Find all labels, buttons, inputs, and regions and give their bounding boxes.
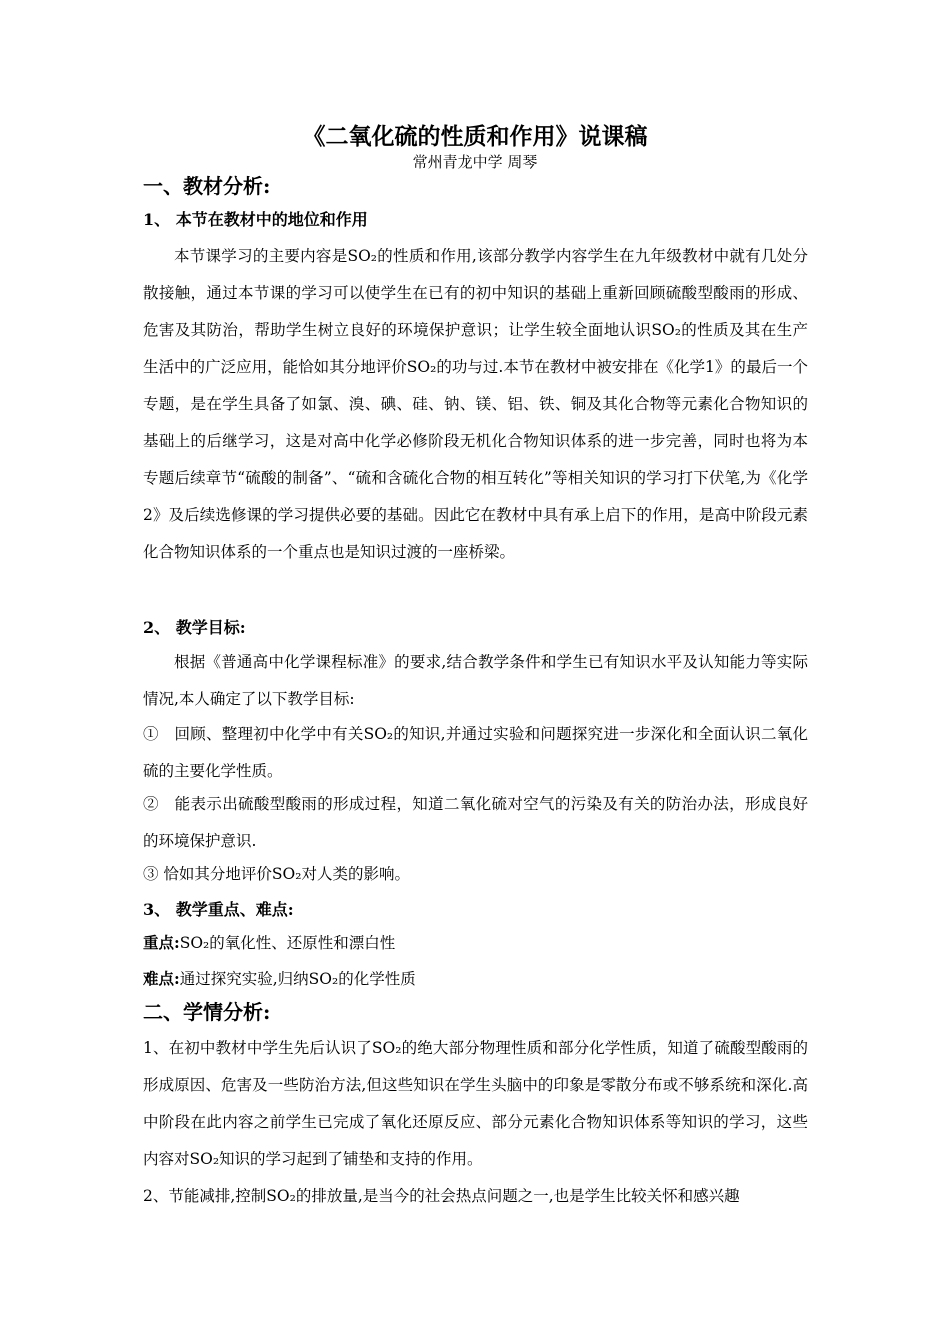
section-2-paragraph-1: 1、在初中教材中学生先后认识了SO₂的绝大部分物理性质和部分化学性质，知道了硫酸型酸雨的形成原因、危害及一些防治方法,但这些知识在学生头脑中的印象是零散分布或不够系统和深化.高中阶段在此内容之前学生已完成了氧化还原反应、部分元素化合物知识体系等知识的学习，这些内容对SO₂知识的学习起到了铺垫和支持的作用。 [143, 1039, 808, 1168]
difficulty-text: 通过探究实验,归纳SO₂的化学性质 [179, 970, 416, 988]
goal-1: ① 回顾、整理初中化学中有关SO₂的知识,并通过实验和问题探究进一步深化和全面认识二氧化硫的主要化学性质。 [143, 725, 808, 780]
section-1-2-heading: 2、 教学目标: [143, 618, 246, 637]
section-1-1-heading: 1、 本节在教材中的地位和作用 [143, 210, 368, 229]
section-2-heading: 二、学情分析: [143, 1000, 271, 1024]
section-2-paragraph-2: 2、节能减排,控制SO₂的排放量,是当今的社会热点问题之一,也是学生比较关怀和感兴趣 [143, 1187, 740, 1205]
section-1-heading: 一、教材分析: [143, 174, 271, 198]
document-title: 《二氧化硫的性质和作用》说课稿 [302, 123, 648, 150]
difficulty-line [143, 960, 808, 998]
section-1-1-paragraph: 本节课学习的主要内容是SO₂的性质和作用,该部分教学内容学生在九年级教材中就有几处分散接触，通过本节课的学习可以使学生在已有的初中知识的基础上重新回顾硫酸型酸雨的形成、危害及其防治，帮助学生树立良好的环境保护意识；让学生较全面地认识SO₂的性质及其在生产生活中的广泛应用，能恰如其分地评价SO₂的功与过.本节在教材中被安排在《化学1》的最后一个专题，是在学生具备了如氯、溴、碘、硅、钠、镁、铝、铁、铜及其化合物等元素化合物知识的基础上的后继学习，这是对高中化学必修阶段无机化合物知识体系的进一步完善，同时也将为本专题后续章节“硫酸的制备”、“硫和含硫化合物的相互转化”等相关知识的学习打下伏笔,为《化学2》及后续选修课的学习提供必要的基础。因此它在教材中具有承上启下的作用，是高中阶段元素化合物知识体系的一个重点也是知识过渡的一座桥梁。 [143, 247, 808, 561]
key-point-text: SO₂的氧化性、还原性和漂白性 [179, 934, 396, 952]
key-point-line [143, 924, 808, 962]
goal-3: ③ 恰如其分地评价SO₂对人类的影响。 [143, 865, 410, 883]
key-point-label: 重点: [143, 933, 180, 952]
difficulty-label: 难点: [143, 969, 180, 988]
section-1-3-heading: 3、 教学重点、难点: [143, 900, 294, 919]
section-1-2-paragraph: 根据《普通高中化学课程标准》的要求,结合教学条件和学生已有知识水平及认知能力等实际情况,本人确定了以下教学目标: [143, 653, 808, 708]
author-line: 常州青龙中学 周琴 [412, 153, 538, 171]
goal-2: ② 能表示出硫酸型酸雨的形成过程，知道二氧化硫对空气的污染及有关的防治办法，形成良好的环境保护意识. [143, 795, 808, 850]
